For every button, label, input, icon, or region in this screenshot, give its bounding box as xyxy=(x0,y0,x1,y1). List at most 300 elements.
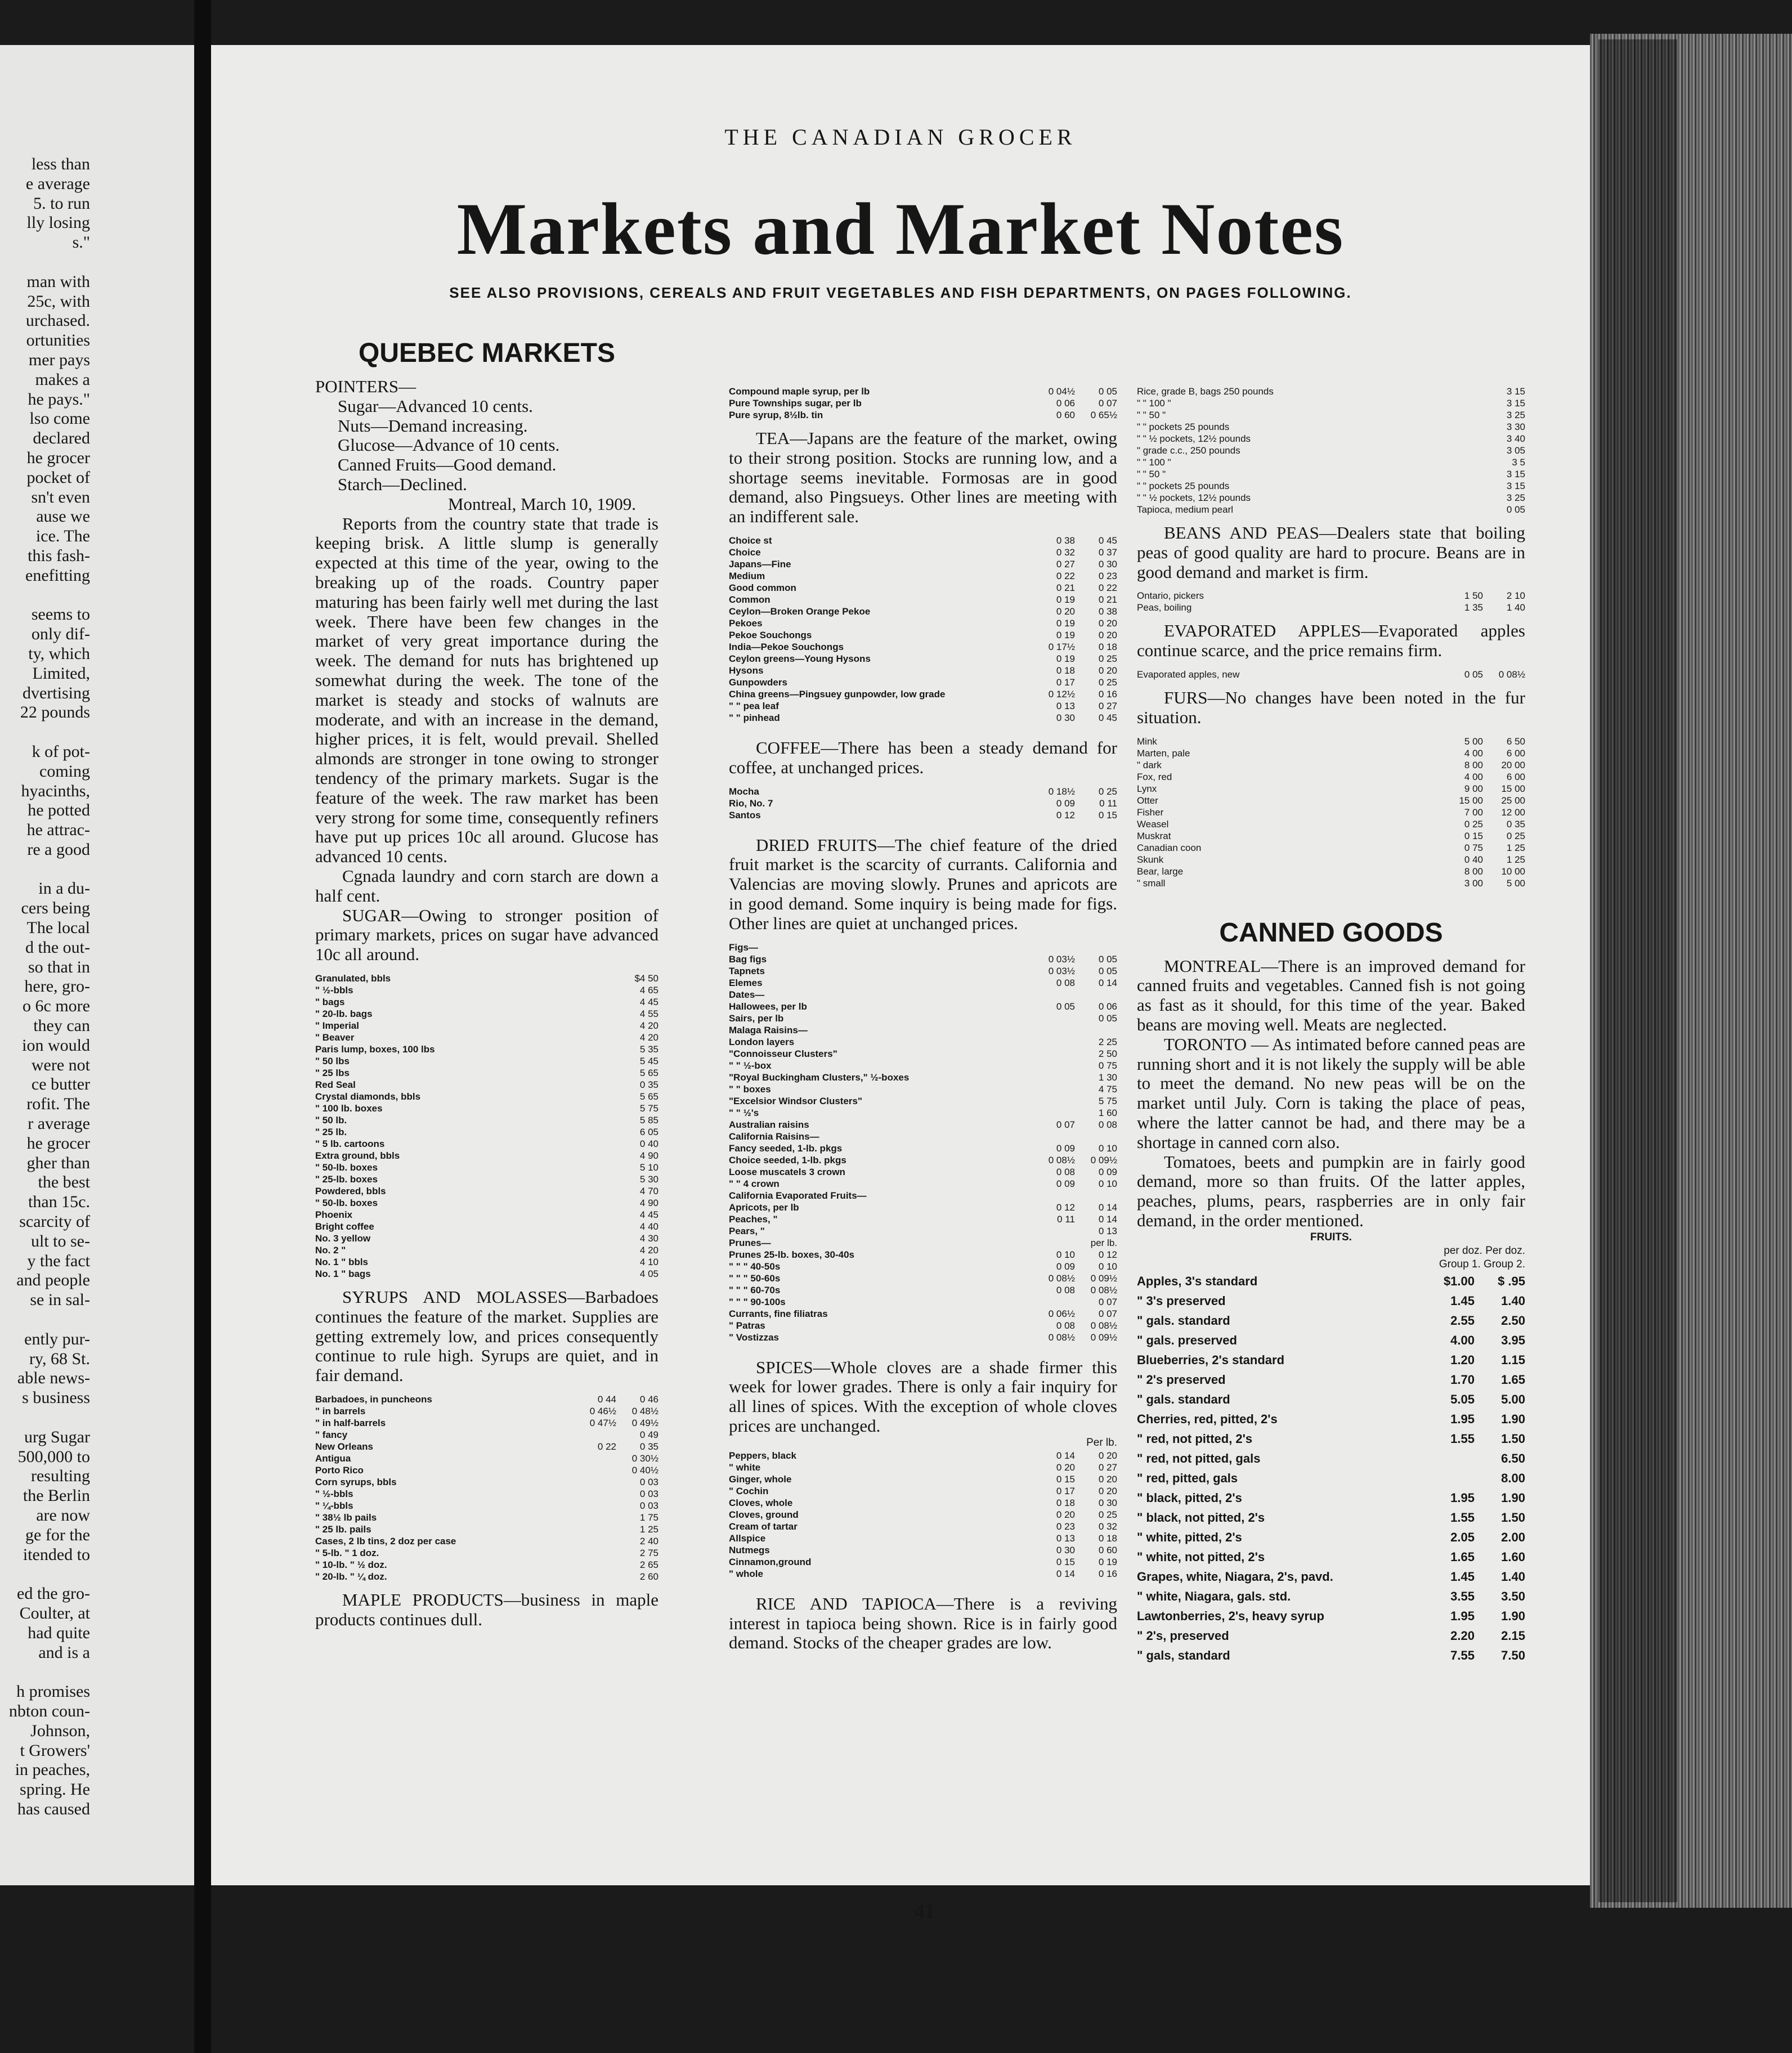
item-name: Compound maple syrup, per lb xyxy=(729,386,870,397)
price-cell: 9 00 xyxy=(1464,783,1483,794)
facing-page-line: The local xyxy=(26,918,90,938)
price-cell: 0 05 xyxy=(1098,386,1117,397)
facing-page-line: itended to xyxy=(23,1545,90,1564)
sugar-paragraph: SUGAR—Owing to stronger position of primary markets, prices on sugar have advanced 10c all around. xyxy=(315,905,658,965)
price-cell: 0 20 xyxy=(1098,1450,1117,1461)
table-row xyxy=(315,1150,658,1162)
price-cell: 1.50 xyxy=(1501,1510,1525,1525)
facing-page-line: d the out- xyxy=(25,938,90,957)
price-cell: 0 37 xyxy=(1098,546,1117,558)
item-name: " 2's, preserved xyxy=(1137,1628,1229,1643)
item-name: Pure syrup, 8½lb. tin xyxy=(729,410,823,420)
price-cell: 0 16 xyxy=(1098,688,1117,700)
facing-page-line: r average xyxy=(28,1114,90,1133)
price-cell: 2 50 xyxy=(1098,1048,1117,1059)
price-cell: 0 20 xyxy=(1098,1473,1117,1485)
facing-page-line: they can xyxy=(33,1016,90,1036)
table-row xyxy=(1137,456,1525,468)
dried-fruits-price-table xyxy=(729,942,1117,1343)
table-row xyxy=(729,1142,1117,1154)
price-cell: 0 20 xyxy=(1098,629,1117,640)
table-row xyxy=(1137,1606,1525,1626)
item-name: " red, not pitted, gals xyxy=(1137,1451,1261,1465)
price-cell: 0 49 xyxy=(639,1429,658,1440)
table-row xyxy=(1137,1646,1525,1665)
table-row xyxy=(729,1544,1117,1556)
price-cell: 0 09½ xyxy=(1090,1332,1117,1343)
facing-page-line: lso come xyxy=(29,409,90,428)
facing-page-line xyxy=(0,586,90,606)
price-cell: 0 47½ xyxy=(589,1417,616,1428)
table-row xyxy=(1137,421,1525,433)
item-name: " 25 lb. pails xyxy=(315,1523,371,1535)
price-cell: 0 20 xyxy=(1098,665,1117,676)
facing-page-line: ry, 68 St. xyxy=(29,1349,90,1368)
running-head: THE CANADIAN GROCER xyxy=(724,124,1077,150)
table-row xyxy=(729,942,1117,953)
table-row xyxy=(315,1197,658,1209)
item-name: Allspice xyxy=(729,1532,766,1544)
price-cell: 8 00 xyxy=(1464,866,1483,877)
item-name: " Beaver xyxy=(315,1032,355,1043)
price-cell xyxy=(1033,1225,1075,1237)
item-name: Good common xyxy=(729,582,796,593)
item-name: Paris lump, boxes, 100 lbs xyxy=(315,1043,435,1055)
price-cell xyxy=(1033,1036,1075,1048)
item-name: " 25-lb. boxes xyxy=(315,1173,378,1185)
item-name: Ginger, whole xyxy=(729,1473,792,1485)
facing-page-line: the best xyxy=(38,1173,90,1192)
facing-page-text xyxy=(0,155,90,1819)
table-row xyxy=(315,1091,658,1102)
facing-page-line: resulting xyxy=(31,1467,90,1486)
item-name: Otter xyxy=(1137,795,1158,806)
item-name: California Evaporated Fruits— xyxy=(729,1190,867,1201)
book-edge-shadow xyxy=(1598,39,1677,1902)
item-name: Figs— xyxy=(729,942,758,953)
table-row xyxy=(729,1332,1117,1343)
item-name: Muskrat xyxy=(1137,830,1171,841)
item-name: " ½-bbls xyxy=(315,984,353,996)
table-row xyxy=(1137,409,1525,421)
table-row xyxy=(315,1453,658,1464)
magazine-page xyxy=(211,45,1590,1922)
facing-page-line: o 6c more xyxy=(23,997,90,1016)
item-name: " 50-lb. boxes xyxy=(315,1197,378,1208)
facing-page-line: this fash- xyxy=(28,546,90,565)
facing-page-line: seems to xyxy=(31,605,90,624)
price-cell: 0 38 xyxy=(1056,535,1075,546)
table-row xyxy=(729,1095,1117,1107)
price-cell: 0 03½ xyxy=(1048,953,1075,965)
price-cell: 3 15 xyxy=(1506,469,1525,479)
page-title: Markets and Market Notes xyxy=(456,187,1345,270)
facing-page-line: ult to se- xyxy=(31,1231,90,1250)
table-row xyxy=(315,972,658,984)
item-name: " " 50 " xyxy=(1137,469,1166,479)
item-name: Skunk xyxy=(1137,854,1164,865)
table-row xyxy=(729,1166,1117,1178)
table-row xyxy=(729,1012,1117,1024)
table-row xyxy=(1137,1586,1525,1606)
reports-paragraph: Reports from the country state that trade is keeping brisk. A little slump is generally expected at this time of the year, owing to the breaking up of the roads. Country paper maturing has been fairly well met during the last week. There have been few changes in the market of very great importance during the week. The demand for nuts has brightened up somewhat during the week. The tone of the market is steady and stocks of walnuts are moderate, and with an increase in the demand, higher prices, it is felt, would prevail. Shelled almonds are stronger in tone owing to stronger tendency of the primary markets. Sugar is the feature of the week. The raw market has been very strong for some time, consequently refiners have put up prices 10c all around. Glucose has advanced 10 cents. xyxy=(315,513,658,867)
price-cell: 0 44 xyxy=(597,1393,616,1405)
price-cell: 0 13 xyxy=(1056,700,1075,711)
price-cell: 0 22 xyxy=(597,1441,616,1452)
facing-page-line: sn't even xyxy=(31,487,90,506)
price-cell: 0 23 xyxy=(1056,1521,1075,1532)
item-name: " black, pitted, 2's xyxy=(1137,1490,1242,1505)
table-row xyxy=(1137,468,1525,480)
price-cell: 0 30 xyxy=(1056,1544,1075,1556)
price-cell: 2.00 xyxy=(1501,1530,1525,1544)
price-cell xyxy=(1033,1131,1075,1142)
price-cell: 1 40 xyxy=(1506,602,1525,613)
table-row xyxy=(1137,602,1525,613)
price-cell: 4.00 xyxy=(1450,1333,1475,1347)
tea-price-table xyxy=(729,535,1117,724)
spices-table-header: Per lb. xyxy=(1086,1436,1117,1449)
price-cell: 0 08½ xyxy=(1090,1320,1117,1331)
price-cell: 1.45 xyxy=(1450,1293,1475,1308)
table-row xyxy=(1137,504,1525,516)
price-cell xyxy=(1033,1012,1075,1024)
price-cell: 1.95 xyxy=(1450,1411,1475,1426)
table-row xyxy=(729,1237,1117,1249)
price-cell: 5 75 xyxy=(1098,1095,1117,1106)
table-row xyxy=(729,386,1117,397)
price-cell: 0 20 xyxy=(1056,1462,1075,1473)
table-row xyxy=(315,1571,658,1583)
price-cell: 1.95 xyxy=(1450,1608,1475,1623)
table-row xyxy=(1137,842,1525,854)
facing-page-line: only dif- xyxy=(31,625,90,644)
price-cell: 0 40 xyxy=(1464,854,1483,865)
price-cell xyxy=(574,1571,616,1583)
table-row xyxy=(1137,386,1525,397)
table-row xyxy=(729,977,1117,989)
table-row xyxy=(729,1036,1117,1048)
table-row xyxy=(729,1485,1117,1497)
item-name: Rice, grade B, bags 250 pounds xyxy=(1137,386,1274,397)
dried-fruits-paragraph: DRIED FRUITS—The chief feature of the dried fruit market is the scarcity of currants. California and Valencias are moving slowly. Prunes and apricots are in good demand. Some inquiry is being made for figs. Other lines are quiet at unchanged prices. xyxy=(729,835,1117,933)
facing-page-line: mer pays xyxy=(28,350,90,369)
item-name: Granulated, bbls xyxy=(315,972,391,984)
table-row xyxy=(1137,1488,1525,1508)
item-name: Canadian coon xyxy=(1137,842,1202,853)
table-row xyxy=(1137,1271,1525,1291)
item-name: " " 4 crown xyxy=(729,1178,779,1189)
price-cell: 3 15 xyxy=(1506,386,1525,397)
facing-page-line: and is a xyxy=(38,1643,90,1662)
price-cell: 0 32 xyxy=(1056,546,1075,558)
item-name: " gals. preserved xyxy=(1137,1333,1237,1347)
facing-page-line: urchased. xyxy=(25,311,90,330)
price-cell: 0 14 xyxy=(1098,977,1117,988)
table-row xyxy=(315,1256,658,1268)
item-name: " 20-lb. " ¼ doz. xyxy=(315,1571,387,1582)
price-cell: 0 12 xyxy=(1056,809,1075,821)
price-cell: 1.20 xyxy=(1450,1352,1475,1367)
item-name: " ½-bbls xyxy=(315,1488,353,1499)
item-name: No. 2 " xyxy=(315,1244,346,1256)
facing-page-line: so that in xyxy=(28,957,90,976)
price-cell: 1.65 xyxy=(1501,1372,1525,1387)
item-name: " 100 lb. boxes xyxy=(315,1102,383,1114)
price-cell: 0 65½ xyxy=(1090,410,1117,420)
price-cell: 1 25 xyxy=(1506,854,1525,865)
item-name: " " pinhead xyxy=(729,712,780,723)
facing-page-line xyxy=(0,723,90,742)
table-row xyxy=(1137,1330,1525,1350)
item-name: Grapes, white, Niagara, 2's, pavd. xyxy=(1137,1569,1333,1584)
table-row xyxy=(729,1048,1117,1060)
table-row xyxy=(315,1020,658,1032)
table-row xyxy=(315,1429,658,1441)
table-row xyxy=(729,1320,1117,1332)
tea-paragraph: TEA—Japans are the feature of the market, owing to their strong position. Stocks are running low, and a shortage seems inevitable. Formosas are in good demand, also Pingsueys. Other lines are meeting with an indifferent sale. xyxy=(729,428,1117,527)
table-row xyxy=(729,617,1117,629)
item-name: " 50-lb. boxes xyxy=(315,1162,378,1173)
facing-page-line: in a du- xyxy=(38,879,90,898)
price-cell: 0 27 xyxy=(1098,700,1117,711)
facing-page-line: makes a xyxy=(35,370,90,389)
item-name: Pekoes xyxy=(729,617,763,629)
table-row xyxy=(1137,1291,1525,1311)
item-name: Marten, pale xyxy=(1137,747,1190,759)
price-cell: 0 75 xyxy=(1098,1060,1117,1071)
item-name: " bags xyxy=(315,996,345,1007)
price-cell: 0 30 xyxy=(1098,558,1117,570)
table-row xyxy=(315,1535,658,1547)
facing-page-line: scarcity of xyxy=(19,1212,90,1231)
price-cell: 0 17½ xyxy=(1048,641,1075,652)
item-name: " " " 40-50s xyxy=(729,1261,781,1272)
price-cell: 2.50 xyxy=(1501,1313,1525,1328)
item-name: Choice st xyxy=(729,535,772,546)
item-name: "Connoisseur Clusters" xyxy=(729,1048,837,1059)
price-cell: 0 18 xyxy=(1098,1532,1117,1544)
table-row xyxy=(729,797,1117,809)
price-cell: 0 05 xyxy=(1056,1001,1075,1012)
price-cell: 0 19 xyxy=(1056,617,1075,629)
table-row xyxy=(1137,1350,1525,1370)
table-row xyxy=(729,1261,1117,1272)
table-row xyxy=(729,953,1117,965)
item-name: Cloves, whole xyxy=(729,1497,793,1508)
item-name: " black, not pitted, 2's xyxy=(1137,1510,1265,1525)
item-name: " " ½ pockets, 12½ pounds xyxy=(1137,492,1251,503)
table-row xyxy=(1137,1527,1525,1547)
maple-price-table xyxy=(729,386,1117,421)
price-cell: 2.20 xyxy=(1450,1628,1475,1643)
price-cell: 0 14 xyxy=(1056,1450,1075,1461)
facing-page-line: 25c, with xyxy=(27,292,90,311)
facing-page-line: Limited, xyxy=(32,664,90,683)
price-cell: 0 25 xyxy=(1464,818,1483,830)
facing-page-line: s." xyxy=(72,233,90,252)
rice-price-table xyxy=(1137,386,1525,516)
item-name: Cream of tartar xyxy=(729,1521,798,1532)
price-cell: 1.90 xyxy=(1501,1490,1525,1505)
price-cell: 0 10 xyxy=(1098,1178,1117,1189)
price-cell: 0 12 xyxy=(1056,1202,1075,1213)
price-cell: 0 05 xyxy=(1506,504,1525,515)
table-row xyxy=(729,1024,1117,1036)
item-name: Fox, red xyxy=(1137,771,1172,782)
price-cell: 0 25 xyxy=(1098,1509,1117,1520)
table-row xyxy=(315,1138,658,1150)
item-name: No. 3 yellow xyxy=(315,1232,371,1244)
price-cell: 0 48½ xyxy=(631,1405,658,1417)
syrups-price-table xyxy=(315,1393,658,1583)
item-name: Weasel xyxy=(1137,818,1169,830)
table-row xyxy=(1137,877,1525,889)
item-name: " white, not pitted, 2's xyxy=(1137,1549,1265,1564)
price-cell: 0 45 xyxy=(1098,712,1117,723)
item-name: Ceylon—Broken Orange Pekoe xyxy=(729,606,871,617)
price-cell: 5.05 xyxy=(1450,1392,1475,1406)
item-name: Currants, fine filiatras xyxy=(729,1308,828,1319)
table-row xyxy=(1137,736,1525,747)
facing-page-line: he attrac- xyxy=(26,821,90,840)
rice-paragraph: RICE AND TAPIOCA—There is a reviving interest in tapioca being shown. Rice is in fairly good demand. Stocks of the cheaper grades are low. xyxy=(729,1593,1117,1653)
item-name: Evaporated apples, new xyxy=(1137,669,1240,680)
canned-toronto-paragraph: TORONTO — As intimated before canned peas are running short and it is not likely the supply will be able to meet the demand. No new peas will be on the market until July. Corn is taking the place of peas, where the latter cannot be had, and there may be a shortage in canned corn also. xyxy=(1137,1034,1525,1152)
table-row xyxy=(729,582,1117,594)
facing-page-line: coming xyxy=(39,761,90,781)
table-row xyxy=(315,1441,658,1453)
price-cell: 0 05 xyxy=(1464,669,1483,680)
item-name: " " boxes xyxy=(729,1083,771,1095)
price-cell: 0 09 xyxy=(1056,797,1075,809)
price-cell: 0 30½ xyxy=(631,1453,658,1464)
table-row xyxy=(315,1032,658,1043)
price-cell: 5 30 xyxy=(639,1173,658,1185)
table-row xyxy=(729,1462,1117,1473)
item-name: Fisher xyxy=(1137,806,1164,818)
item-name: " 5 lb. cartoons xyxy=(315,1138,385,1149)
facing-page-line: ause we xyxy=(36,507,90,526)
page-subtitle: SEE ALSO PROVISIONS, CEREALS AND FRUIT VEGETABLES AND FISH DEPARTMENTS, ON PAGES FOLLOWING. xyxy=(449,284,1352,301)
item-name: Extra ground, bbls xyxy=(315,1150,400,1161)
price-cell: 0 22 xyxy=(1056,570,1075,581)
price-cell: 0 08 xyxy=(1056,1166,1075,1177)
table-row xyxy=(1137,759,1525,771)
table-row xyxy=(729,700,1117,712)
price-cell: 2 60 xyxy=(639,1571,658,1582)
item-name: Red Seal xyxy=(315,1079,356,1090)
facing-page-line: rofit. The xyxy=(26,1095,90,1114)
item-name: " " pea leaf xyxy=(729,700,779,711)
price-cell: 1.55 xyxy=(1450,1510,1475,1525)
table-row xyxy=(1137,783,1525,795)
table-row xyxy=(729,1083,1117,1095)
table-row xyxy=(729,1131,1117,1142)
table-row xyxy=(729,1568,1117,1580)
table-row xyxy=(1137,818,1525,830)
item-name: Lynx xyxy=(1137,783,1157,794)
facing-page-line: were not xyxy=(31,1055,90,1074)
price-cell: 0 07 xyxy=(1098,1296,1117,1307)
item-name: " gals, standard xyxy=(1137,1648,1230,1662)
pointer-item: Sugar—Advanced 10 cents. xyxy=(338,396,533,416)
item-name: Antigua xyxy=(315,1453,351,1464)
price-cell: 4 70 xyxy=(639,1185,658,1196)
facing-page-line: t Growers' xyxy=(20,1741,90,1760)
facing-page-line: gher than xyxy=(26,1153,90,1172)
facing-page-line: re a good xyxy=(27,840,90,859)
price-cell: 0 08½ xyxy=(1048,1154,1075,1166)
price-cell: 0 22 xyxy=(1098,582,1117,593)
price-cell: 0 03 xyxy=(639,1476,658,1487)
price-cell: 25 00 xyxy=(1501,795,1525,806)
facing-page-line: and people xyxy=(16,1271,90,1290)
item-name: Hallowees, per lb xyxy=(729,1001,807,1012)
table-row xyxy=(315,1126,658,1138)
price-cell: $1.00 xyxy=(1443,1274,1475,1288)
table-row xyxy=(315,1476,658,1488)
canned-tomatoes-paragraph: Tomatoes, beets and pumpkin are in fairly good demand, more so than fruits. Of the latter apples, peaches, plums, pears, raspberries are in only fair demand, in the order mentioned. xyxy=(1137,1151,1525,1230)
price-cell: 0 12 xyxy=(1098,1249,1117,1260)
price-cell: 0 14 xyxy=(1056,1568,1075,1579)
item-name: India—Pekoe Souchongs xyxy=(729,641,844,652)
syrups-paragraph: SYRUPS AND MOLASSES—Barbadoes continues the feature of the market. Supplies are getting extremely low, and prices consequently continue to rule high. Syrups are quiet, and in fair demand. xyxy=(315,1287,658,1386)
item-name: Tapioca, medium pearl xyxy=(1137,504,1234,515)
table-row xyxy=(1137,433,1525,445)
item-name: Hysons xyxy=(729,665,764,676)
price-cell: 0 15 xyxy=(1098,809,1117,821)
item-name: " 25 lb. xyxy=(315,1126,347,1137)
table-row xyxy=(729,1284,1117,1296)
table-row xyxy=(1137,806,1525,818)
table-row xyxy=(729,397,1117,409)
item-name: Choice seeded, 1-lb. pkgs xyxy=(729,1154,846,1166)
item-name: " 50 lb. xyxy=(315,1114,347,1126)
table-row xyxy=(1137,1626,1525,1646)
spices-price-table xyxy=(729,1450,1117,1580)
price-cell: 2.05 xyxy=(1450,1530,1475,1544)
price-cell: 0 19 xyxy=(1056,653,1075,664)
price-cell: 0 18½ xyxy=(1048,786,1075,797)
table-row xyxy=(1137,590,1525,602)
price-cell: 4 20 xyxy=(639,1032,658,1043)
price-cell: 0 13 xyxy=(1056,1532,1075,1544)
price-cell: 0 17 xyxy=(1056,1485,1075,1496)
facing-page-line: here, gro- xyxy=(24,977,90,996)
item-name: Corn syrups, bbls xyxy=(315,1476,397,1487)
price-cell: 6 00 xyxy=(1506,771,1525,782)
pointer-item: Glucose—Advance of 10 cents. xyxy=(338,435,560,455)
price-cell: 0 20 xyxy=(1098,617,1117,629)
table-row xyxy=(729,965,1117,977)
table-row xyxy=(729,570,1117,582)
table-row xyxy=(729,535,1117,546)
table-row xyxy=(729,1556,1117,1568)
table-row xyxy=(729,1296,1117,1308)
price-cell: 10 00 xyxy=(1501,866,1525,877)
price-cell: 0 18 xyxy=(1098,641,1117,652)
item-name: " Vostizzas xyxy=(729,1332,779,1343)
item-name: " small xyxy=(1137,877,1166,889)
facing-page-line: ice. The xyxy=(35,527,90,546)
item-name: Barbadoes, in puncheons xyxy=(315,1393,432,1405)
table-row xyxy=(315,1500,658,1512)
price-cell: 0 49½ xyxy=(631,1417,658,1428)
table-row xyxy=(1137,480,1525,492)
price-cell: 0 08½ xyxy=(1048,1272,1075,1284)
table-row xyxy=(315,1055,658,1067)
